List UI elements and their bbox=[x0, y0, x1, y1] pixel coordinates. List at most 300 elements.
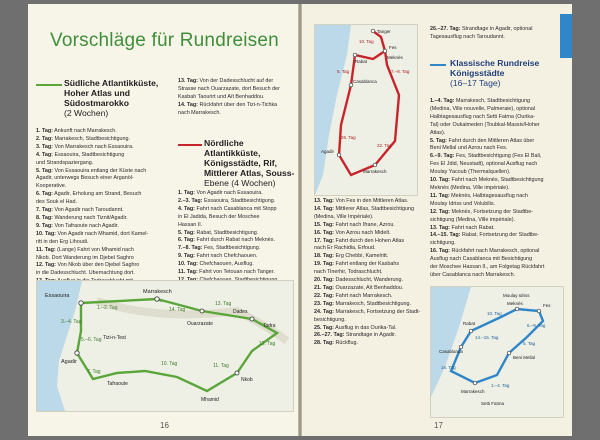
route2-title-line: Ebene (4 Wochen) bbox=[204, 178, 276, 188]
itinerary-text: Kasbah Taourirt und Aït Benhaddou. bbox=[178, 93, 265, 100]
route2-title-line: Königsstädte, Rif, bbox=[204, 158, 278, 168]
itinerary-text: Tal) oder Oukaimeden (Toubkal-Massiv/Hoher bbox=[430, 121, 540, 128]
itinerary-text: Mittlerer Atlas, Stadtbesichtigung bbox=[333, 205, 414, 212]
map-label: Casablanca bbox=[439, 349, 463, 354]
itinerary-day: 18. Tag: bbox=[314, 253, 334, 260]
itinerary-day: 22. Tag: bbox=[314, 292, 334, 299]
route3-title-line: Königsstädte bbox=[450, 68, 505, 78]
route1-itinerary bbox=[36, 128, 164, 294]
itinerary-text: Ouarzazate, Aït Benhaddou. bbox=[333, 284, 404, 291]
itinerary-day: 5. Tag: bbox=[430, 137, 447, 144]
itinerary-line bbox=[314, 332, 426, 340]
itinerary-text: Rückfahrt über den Tizi-n-Tichka bbox=[197, 101, 278, 108]
itinerary-day: 9. Tag: bbox=[178, 253, 195, 260]
itinerary-text: Von Nkob über den Djebel Saghro bbox=[55, 262, 140, 269]
itinerary-text: Meknès (Medina, Ville impériale). bbox=[430, 184, 510, 191]
itinerary-line bbox=[430, 240, 566, 248]
map-day-label: 7. Tag bbox=[87, 369, 101, 375]
itinerary-line bbox=[36, 128, 164, 136]
itinerary-day: 20. Tag: bbox=[314, 277, 334, 284]
itinerary-day: 12. Tag: bbox=[430, 208, 450, 215]
map-label: Tanger bbox=[377, 29, 391, 34]
itinerary-text: Marrakesch, Stadtbesichtigung. bbox=[333, 300, 411, 307]
map-label: Todra bbox=[263, 323, 276, 329]
map-label: Rabat bbox=[463, 321, 476, 326]
route1-title-line: Hoher Atlas und bbox=[64, 88, 131, 98]
itinerary-day: 9. Tag: bbox=[36, 222, 53, 229]
itinerary-text: Atlas). bbox=[430, 129, 446, 136]
route2-itinerary-end bbox=[430, 26, 562, 42]
itinerary-day: 10. Tag: bbox=[178, 261, 198, 268]
itinerary-day: 5. Tag: bbox=[36, 167, 53, 174]
city-dot bbox=[75, 351, 79, 355]
itinerary-line bbox=[314, 261, 426, 269]
itinerary-line bbox=[36, 160, 164, 168]
itinerary-day: 7.–8. Tag: bbox=[178, 245, 203, 252]
itinerary-text: Von Tafraoute nach Agadir. bbox=[52, 222, 119, 229]
itinerary-text: besichtigung. bbox=[314, 316, 346, 323]
itinerary-line bbox=[178, 261, 296, 269]
itinerary-day: 26.–27. Tag: bbox=[314, 332, 345, 339]
map-south-route bbox=[36, 280, 294, 412]
itinerary-text: Fes, Stadtbesichtigung (Fes El Bali, bbox=[454, 153, 542, 160]
map-label: Tafraoute bbox=[107, 381, 128, 387]
itinerary-line bbox=[178, 237, 296, 245]
map-day-label: 1.–4. Tag bbox=[491, 383, 510, 388]
itinerary-line bbox=[178, 245, 296, 253]
map-day-label: 6.–9. Tag bbox=[527, 323, 546, 328]
itinerary-line bbox=[430, 177, 566, 185]
itinerary-line bbox=[36, 223, 164, 231]
city-dot bbox=[515, 307, 519, 311]
itinerary-text: Wanderung nach Tiznit/Agadir. bbox=[52, 214, 128, 221]
itinerary-text: Moulay Idriss und Volubilis. bbox=[430, 200, 496, 207]
itinerary-text: Rückflug. bbox=[333, 340, 358, 347]
city-dot bbox=[250, 317, 254, 321]
itinerary-line bbox=[36, 270, 164, 278]
itinerary-line bbox=[430, 122, 566, 130]
city-dot bbox=[507, 351, 511, 355]
itinerary-text: Von Fes in den Mittleren Atlas. bbox=[333, 198, 409, 204]
itinerary-line bbox=[430, 201, 566, 209]
itinerary-line bbox=[314, 285, 426, 293]
itinerary-text: Von Essaouira entlang der Küste nach bbox=[52, 167, 147, 174]
itinerary-text: Fahrt nach Meknès, Stadtbesichtigung bbox=[449, 177, 544, 184]
itinerary-day: 13. Tag: bbox=[314, 198, 334, 204]
itinerary-day: 16. Tag: bbox=[314, 229, 334, 236]
itinerary-day: 6. Tag: bbox=[36, 191, 53, 198]
map-label: Fes bbox=[389, 45, 397, 50]
itinerary-day: 5. Tag: bbox=[178, 229, 195, 236]
itinerary-day: 13. Tag: bbox=[178, 78, 198, 84]
itinerary-line bbox=[36, 239, 164, 247]
itinerary-day: 4. Tag: bbox=[36, 151, 53, 158]
map-day-label: 7.–8. Tag bbox=[391, 69, 410, 74]
map-day-label: 5.–6. Tag bbox=[81, 337, 102, 343]
itinerary-line bbox=[178, 198, 296, 206]
itinerary-text: Von der Dadesschlucht auf der bbox=[197, 78, 274, 84]
itinerary-line bbox=[430, 34, 562, 42]
itinerary-text: Moulay Yacoub (Thermalquellen). bbox=[430, 169, 511, 176]
itinerary-text: Nkob. Dort Wanderung im Djebel Saghro bbox=[36, 254, 134, 261]
route2-path bbox=[339, 31, 399, 175]
itinerary-day: 13. Tag: bbox=[430, 224, 450, 231]
itinerary-text: Fahrt durch Rabat nach Meknès. bbox=[194, 237, 275, 244]
itinerary-text: des Souk el Had. bbox=[36, 199, 78, 206]
itinerary-line bbox=[36, 231, 164, 239]
itinerary-text: Beni Mellal und Azrou nach Fes. bbox=[430, 145, 508, 152]
itinerary-line bbox=[430, 114, 566, 122]
itinerary-line bbox=[178, 214, 296, 222]
itinerary-line bbox=[430, 185, 566, 193]
itinerary-text: Kooperative. bbox=[36, 183, 67, 190]
itinerary-text: der Moschee Hassan II., am Folgetag Rückfahrt bbox=[430, 264, 545, 271]
itinerary-line bbox=[430, 130, 566, 138]
itinerary-text: Von Azrou nach Midelt. bbox=[333, 229, 391, 236]
itinerary-line bbox=[178, 102, 296, 110]
itinerary-line bbox=[314, 293, 426, 301]
itinerary-line bbox=[430, 193, 566, 201]
itinerary-text: nach Er Rachidia, Erfoud. bbox=[314, 245, 376, 252]
itinerary-line bbox=[36, 175, 164, 183]
itinerary-line bbox=[430, 209, 566, 217]
itinerary-line bbox=[314, 230, 426, 238]
city-dot bbox=[373, 163, 377, 167]
itinerary-text: Marrakesch, Fortsetzung der Stadt- bbox=[333, 308, 421, 315]
city-dot bbox=[371, 29, 375, 33]
itinerary-line bbox=[314, 214, 426, 222]
itinerary-line bbox=[178, 269, 296, 277]
itinerary-line bbox=[178, 110, 296, 118]
route3-itinerary bbox=[430, 98, 566, 280]
itinerary-line bbox=[36, 207, 164, 215]
map-label: Marrakesch bbox=[143, 289, 172, 295]
itinerary-line bbox=[314, 317, 426, 325]
itinerary-text: ritt in den Erg Lihoudi. bbox=[36, 238, 89, 245]
map-label: Fes bbox=[543, 303, 551, 308]
route1-title-line: Südostmarokko bbox=[64, 98, 129, 108]
itinerary-day: 1. Tag: bbox=[36, 128, 53, 134]
map-label: Marrakesch bbox=[461, 389, 485, 394]
right-page bbox=[302, 4, 572, 436]
map-label: Ouarzazate bbox=[187, 321, 213, 327]
route3-title-line: Klassische Rundreise bbox=[450, 58, 540, 68]
map-day-label: 14.–15. Tag bbox=[475, 335, 499, 340]
itinerary-text: Fahrt nach Ifrane, Azrou. bbox=[333, 221, 395, 228]
itinerary-line bbox=[36, 215, 164, 223]
itinerary-text: Rabat, Fortsetzung der Stadtbe- bbox=[460, 232, 539, 239]
itinerary-line bbox=[314, 325, 426, 333]
map-day-label: 1.–2. Tag bbox=[97, 305, 118, 311]
itinerary-line bbox=[430, 106, 566, 114]
map-day-label: 3.–4. Tag bbox=[61, 319, 82, 325]
itinerary-day: 16. Tag: bbox=[430, 248, 450, 255]
itinerary-line bbox=[314, 206, 426, 214]
itinerary-line bbox=[36, 152, 164, 160]
map-label: Setti Fatma bbox=[481, 401, 505, 406]
itinerary-line bbox=[430, 153, 566, 161]
route1-itinerary-continued bbox=[178, 78, 296, 118]
route2-itinerary-continued bbox=[314, 198, 426, 348]
map-day-label: 5. Tag bbox=[523, 341, 536, 346]
itinerary-line bbox=[430, 138, 566, 146]
map-label: Agadir bbox=[61, 359, 77, 365]
route1-marker bbox=[36, 84, 62, 86]
route3-title-line: (16–17 Tage) bbox=[450, 78, 501, 88]
itinerary-line bbox=[36, 191, 164, 199]
itinerary-day: 25. Tag: bbox=[314, 324, 334, 331]
itinerary-day: 14. Tag: bbox=[178, 101, 198, 108]
itinerary-day: 28. Tag: bbox=[314, 340, 334, 347]
route2-title-line: Mittlerer Atlas, Souss- bbox=[204, 168, 295, 178]
map-day-label: 16. Tag bbox=[441, 365, 456, 370]
itinerary-day: 3. Tag: bbox=[36, 143, 53, 150]
map-day-label: 5. Tag bbox=[337, 69, 350, 74]
itinerary-line bbox=[314, 253, 426, 261]
itinerary-line bbox=[430, 232, 566, 240]
itinerary-text: Fahrt entlang der Kasbahs bbox=[333, 261, 400, 268]
city-dot bbox=[353, 53, 357, 57]
map-label: Mhamid bbox=[201, 397, 219, 403]
itinerary-line bbox=[178, 190, 296, 198]
route3-title bbox=[450, 58, 560, 88]
itinerary-text: Fes El Jdid, Neustadt), optional Ausflug nach bbox=[430, 161, 538, 168]
atlantic-ocean bbox=[37, 281, 82, 411]
page-number: 16 bbox=[160, 421, 169, 430]
itinerary-day: 4. Tag: bbox=[178, 205, 195, 212]
itinerary-line bbox=[430, 256, 566, 264]
itinerary-line bbox=[430, 248, 566, 256]
route2-title-line: Nördliche Atlantikküste, bbox=[204, 138, 261, 158]
itinerary-day: 8. Tag: bbox=[36, 214, 53, 221]
itinerary-text: Fes, Stadtbesichtigung. bbox=[202, 245, 261, 252]
itinerary-text: Von Agadir nach Taroudannt. bbox=[52, 207, 124, 214]
itinerary-text: Von Marrakesch nach Essaouira. bbox=[52, 143, 134, 150]
itinerary-text: Chefchaouen, Ausflug. bbox=[197, 261, 254, 268]
itinerary-day: 7. Tag: bbox=[36, 207, 53, 214]
map-day-label: 22. Tag bbox=[377, 143, 392, 148]
map-label: Meknès bbox=[387, 55, 403, 60]
itinerary-line bbox=[36, 168, 164, 176]
itinerary-text: Marrakesch, Stadtbesichtigung. bbox=[52, 135, 130, 142]
itinerary-text: Tagesausflug nach Taroudannt. bbox=[430, 33, 505, 40]
itinerary-line bbox=[314, 340, 426, 348]
map-label: Casablanca bbox=[353, 79, 377, 84]
itinerary-text: (Medina, Ville nouvelle, Palmeraie), optional bbox=[430, 105, 536, 112]
itinerary-line bbox=[314, 277, 426, 285]
itinerary-text: Fahrt nach Rabat. bbox=[449, 224, 495, 231]
itinerary-line bbox=[314, 301, 426, 309]
itinerary-day: 14. Tag: bbox=[314, 205, 334, 212]
itinerary-day: 11. Tag: bbox=[36, 246, 56, 253]
left-page bbox=[28, 4, 298, 436]
itinerary-text: Erg Chebbi, Kamelritt. bbox=[333, 253, 389, 260]
city-dot bbox=[337, 153, 341, 157]
itinerary-line bbox=[314, 245, 426, 253]
route1-title-line: (2 Wochen) bbox=[64, 108, 109, 118]
itinerary-day: 21. Tag: bbox=[314, 284, 334, 291]
map-label: Agadir bbox=[321, 149, 335, 154]
map-day-label: 12. Tag bbox=[259, 341, 276, 347]
itinerary-text: Hassan II. bbox=[178, 221, 203, 228]
map-label: Rabat bbox=[355, 59, 368, 64]
map-label: Nkob bbox=[241, 377, 253, 383]
itinerary-line bbox=[178, 86, 296, 94]
itinerary-line bbox=[430, 169, 566, 177]
itinerary-line bbox=[314, 269, 426, 277]
itinerary-line bbox=[178, 253, 296, 261]
map-day-label: 10. Tag bbox=[161, 361, 178, 367]
itinerary-day: 2.–3. Tag: bbox=[178, 197, 203, 204]
itinerary-day: 19. Tag: bbox=[314, 261, 334, 268]
map-north-route bbox=[314, 24, 418, 196]
itinerary-day: 1. Tag: bbox=[178, 190, 195, 196]
map-label: Moulay Idriss bbox=[503, 293, 530, 298]
itinerary-text: nach Tinerhir, Todraschlucht. bbox=[314, 269, 383, 276]
itinerary-line bbox=[430, 272, 566, 280]
itinerary-text: in die Dadesschlucht. Übernachtung dort. bbox=[36, 270, 135, 277]
itinerary-day: 23. Tag: bbox=[314, 300, 334, 307]
itinerary-text: sichtigung (Medina, Ville impériale). bbox=[430, 216, 515, 223]
itinerary-text: (Lange) Fahrt von Mhamid nach bbox=[55, 246, 134, 253]
itinerary-text: und Strandspaziergang. bbox=[36, 159, 94, 166]
route1-title-line: Südliche Atlantikküste, bbox=[64, 78, 159, 88]
route3-marker bbox=[430, 64, 446, 66]
map-label: Marrakesch bbox=[363, 169, 387, 174]
itinerary-text: Agadir, unterwegs Besuch einer Arganöl- bbox=[36, 175, 134, 182]
itinerary-text: (Medina, Ville Impériale). bbox=[314, 213, 374, 220]
route2-itinerary bbox=[178, 190, 296, 285]
itinerary-text: Ausflug nach Casablanca mit Besichtigung bbox=[430, 256, 533, 263]
itinerary-line bbox=[314, 198, 426, 206]
itinerary-line bbox=[430, 26, 562, 34]
itinerary-day: 14.–15. Tag: bbox=[430, 232, 461, 239]
itinerary-line bbox=[178, 78, 296, 86]
itinerary-day: 12. Tag: bbox=[36, 262, 56, 269]
itinerary-line bbox=[430, 161, 566, 169]
itinerary-day: 24. Tag: bbox=[314, 308, 334, 315]
itinerary-day: 17. Tag: bbox=[314, 237, 334, 244]
itinerary-line bbox=[36, 144, 164, 152]
itinerary-line bbox=[178, 230, 296, 238]
itinerary-line bbox=[314, 222, 426, 230]
itinerary-line bbox=[36, 255, 164, 263]
route2-marker bbox=[178, 144, 202, 146]
itinerary-text: Ankunft nach Marrakesch. bbox=[52, 128, 117, 134]
itinerary-line bbox=[178, 94, 296, 102]
itinerary-text: Fahrt von Tetouan nach Tanger. bbox=[197, 269, 275, 276]
itinerary-line bbox=[430, 98, 566, 106]
itinerary-day: 11. Tag: bbox=[430, 192, 450, 199]
city-dot bbox=[469, 329, 473, 333]
map-day-label: 10. Tag bbox=[359, 39, 374, 44]
itinerary-day: 11. Tag: bbox=[178, 269, 198, 276]
itinerary-line bbox=[36, 136, 164, 144]
itinerary-text: über Casablanca nach Marrakesch. bbox=[430, 271, 516, 278]
itinerary-day: 15. Tag: bbox=[314, 221, 334, 228]
itinerary-text: in El Jadida, Besuch der Moschee bbox=[178, 213, 260, 220]
itinerary-line bbox=[178, 222, 296, 230]
itinerary-line bbox=[314, 309, 426, 317]
itinerary-line bbox=[314, 238, 426, 246]
city-dot bbox=[200, 309, 204, 313]
map-label: Dades bbox=[233, 309, 248, 315]
itinerary-line bbox=[430, 217, 566, 225]
map-label: Beni Mellal bbox=[513, 355, 536, 360]
itinerary-line bbox=[36, 247, 164, 255]
itinerary-day: 6.–9. Tag: bbox=[430, 153, 455, 160]
itinerary-text: Von Agadir nach Essaouira. bbox=[194, 190, 263, 196]
itinerary-line bbox=[36, 199, 164, 207]
map-day-label: 11. Tag bbox=[213, 363, 229, 369]
city-dot bbox=[235, 371, 239, 375]
map-day-label: 26. Tag bbox=[341, 135, 356, 140]
itinerary-text: Von Agadir nach Mhamid, dort Kamel- bbox=[55, 230, 149, 237]
itinerary-line bbox=[430, 145, 566, 153]
itinerary-line bbox=[178, 206, 296, 214]
city-dot bbox=[537, 309, 541, 313]
itinerary-text: Meknès, Fortsetzung der Stadtbe- bbox=[449, 208, 533, 215]
map-label: Meknès bbox=[507, 301, 523, 306]
itinerary-text: Essaouira, Stadtbesichtigung. bbox=[202, 197, 276, 204]
itinerary-text: Fahrt durch den Hohen Atlas bbox=[333, 237, 405, 244]
itinerary-line bbox=[430, 225, 566, 233]
itinerary-day: 10. Tag: bbox=[430, 177, 450, 184]
itinerary-text: Rabat, Stadtbesichtigung. bbox=[194, 229, 259, 236]
itinerary-day: 2. Tag: bbox=[36, 135, 53, 142]
itinerary-text: Meknès, Halbtagesausflug nach bbox=[449, 192, 528, 199]
map-label: Tizi-n-Test bbox=[103, 335, 126, 341]
map-day-label: 13. Tag bbox=[215, 301, 232, 307]
map-classic-route bbox=[430, 286, 564, 418]
itinerary-text: Halbtagesausflug nach Setti Fatma (Ourika- bbox=[430, 113, 535, 120]
itinerary-text: Fahrt nach Chefchaouen. bbox=[194, 253, 258, 260]
itinerary-text: Marrakesch, Stadtbesichtigung bbox=[454, 98, 530, 104]
itinerary-text: Fahrt nach Marrakesch. bbox=[333, 292, 393, 299]
itinerary-text: sichtigung. bbox=[430, 240, 456, 247]
city-dot bbox=[473, 381, 477, 385]
itinerary-day: 1.–4. Tag: bbox=[430, 98, 455, 104]
city-dot bbox=[155, 297, 159, 301]
city-dot bbox=[383, 49, 387, 53]
itinerary-line bbox=[430, 264, 566, 272]
itinerary-text: Essaouira, Stadtbesichtigung bbox=[52, 151, 125, 158]
route2-title bbox=[204, 138, 298, 188]
city-dot bbox=[79, 301, 83, 305]
itinerary-text: Fahrt durch den Mittleren Atlas über bbox=[446, 137, 535, 144]
itinerary-day: 6. Tag: bbox=[178, 237, 195, 244]
itinerary-text: Agadir, Erholung am Strand, Besuch bbox=[52, 191, 142, 198]
itinerary-text: Rückfahrt nach Marrakesch, optional bbox=[449, 248, 540, 255]
itinerary-text: Strasse nach Ouarzazate, dort Besuch der bbox=[178, 85, 280, 92]
itinerary-text: Strandtage in Agadir, optional bbox=[460, 26, 533, 32]
map-day-label: 14. Tag bbox=[169, 307, 186, 313]
map-label: Essaouira bbox=[45, 293, 70, 299]
page-heading: Vorschläge für Rundreisen bbox=[50, 30, 279, 51]
itinerary-text: nach Marrakesch. bbox=[178, 109, 221, 116]
itinerary-line bbox=[36, 262, 164, 270]
itinerary-text: Dadesschlucht, Wanderung. bbox=[333, 277, 404, 284]
itinerary-line bbox=[36, 183, 164, 191]
itinerary-text: Ausflug in das Ourika-Tal. bbox=[333, 324, 397, 331]
map-day-label: 10. Tag bbox=[487, 311, 502, 316]
itinerary-text: Strandtage in Agadir. bbox=[344, 332, 397, 339]
itinerary-day: 10. Tag: bbox=[36, 230, 56, 237]
page-number: 17 bbox=[434, 421, 443, 430]
itinerary-day: 26.–27. Tag: bbox=[430, 26, 461, 32]
route1-title bbox=[64, 78, 164, 118]
itinerary-text: Fahrt nach Casablanca mit Stopp bbox=[194, 205, 277, 212]
